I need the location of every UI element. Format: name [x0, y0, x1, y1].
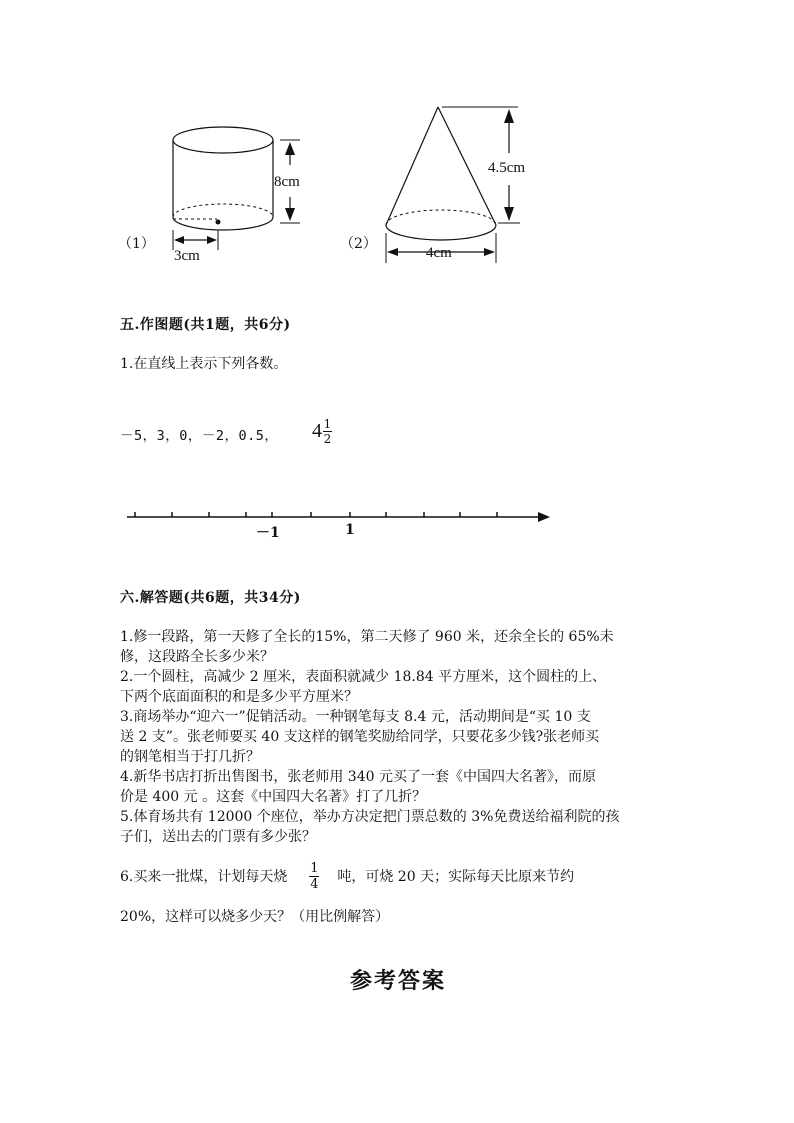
section-5-question-1: 1.在直线上表示下列各数。 — [120, 356, 288, 372]
body-line: 修，这段路全长多少米？ — [120, 649, 274, 665]
question-6-denominator: 4 — [310, 877, 319, 892]
body-line: 2.一个圆柱，高减少 2 厘米，表面积就减少 18.84 平方厘米，这个圆柱的上、 — [120, 669, 607, 685]
body-line: 价是 400 元 。这套《中国四大名著》打了几折？ — [120, 789, 427, 805]
body-line: 的钢笔相当于打几折？ — [120, 749, 260, 765]
question-6-part-1: 6.买来一批煤，计划每天烧 — [120, 868, 288, 885]
tick-label-pos1: 1 — [345, 522, 355, 538]
number-list: －5，3，0，－2，0.5， — [120, 428, 279, 444]
cylinder-label: （1） — [118, 236, 155, 252]
mixed-number-whole: 4 — [312, 420, 322, 442]
section-5-title: 五.作图题(共1题，共6分) — [120, 317, 291, 333]
question-6-fraction — [309, 862, 319, 891]
number-line — [120, 505, 560, 535]
cylinder-height-label: 8cm — [274, 174, 300, 190]
cylinder-radius-label: 3cm — [174, 248, 200, 264]
section-6-body — [120, 627, 680, 847]
tick-label-neg1: －1 — [256, 525, 280, 541]
question-6-line-1 — [120, 862, 574, 891]
question-6-numerator: 1 — [310, 861, 319, 876]
body-line: 3.商场举办“迎六一”促销活动。一种钢笔每支 8.4 元，活动期间是“买 10 支 — [120, 709, 591, 725]
cone-drawing — [370, 95, 550, 275]
mixed-number-denominator: 2 — [323, 432, 332, 446]
body-line: 4.新华书店打折出售图书，张老师用 340 元买了一套《中国四大名著》，而原 — [120, 769, 596, 785]
cone-figure — [370, 95, 550, 275]
question-6-part-2: 吨，可烧 20 天；实际每天比原来节约 — [337, 868, 575, 885]
question-6-line-2: 20%，这样可以烧多少天？（用比例解答） — [120, 909, 390, 925]
body-line: 下两个底面面积的和是多少平方厘米？ — [120, 689, 358, 705]
mixed-number-numerator: 1 — [323, 417, 332, 431]
cone-diameter-label: 4cm — [426, 245, 452, 261]
mixed-number-fraction — [323, 418, 332, 445]
cone-height-label: 4.5cm — [488, 160, 526, 176]
body-line: 子们，送出去的门票有多少张？ — [120, 829, 316, 845]
cone-label: （2） — [340, 236, 377, 252]
number-line-drawing — [120, 505, 560, 535]
body-line: 送 2 支”。张老师要买 40 支这样的钢笔奖励给同学，只要花多少钱?张老师买 — [120, 729, 600, 745]
body-line: 5.体育场共有 12000 个座位，举办方决定把门票总数的 3%免费送给福利院的孩 — [120, 809, 620, 825]
answer-key-title: 参考答案 — [350, 968, 447, 994]
mixed-number — [312, 418, 332, 445]
body-line: 1.修一段路，第一天修了全长的15%，第二天修了 960 米，还余全长的 65%未 — [120, 629, 614, 645]
section-6-title: 六.解答题(共6题，共34分) — [120, 590, 301, 606]
